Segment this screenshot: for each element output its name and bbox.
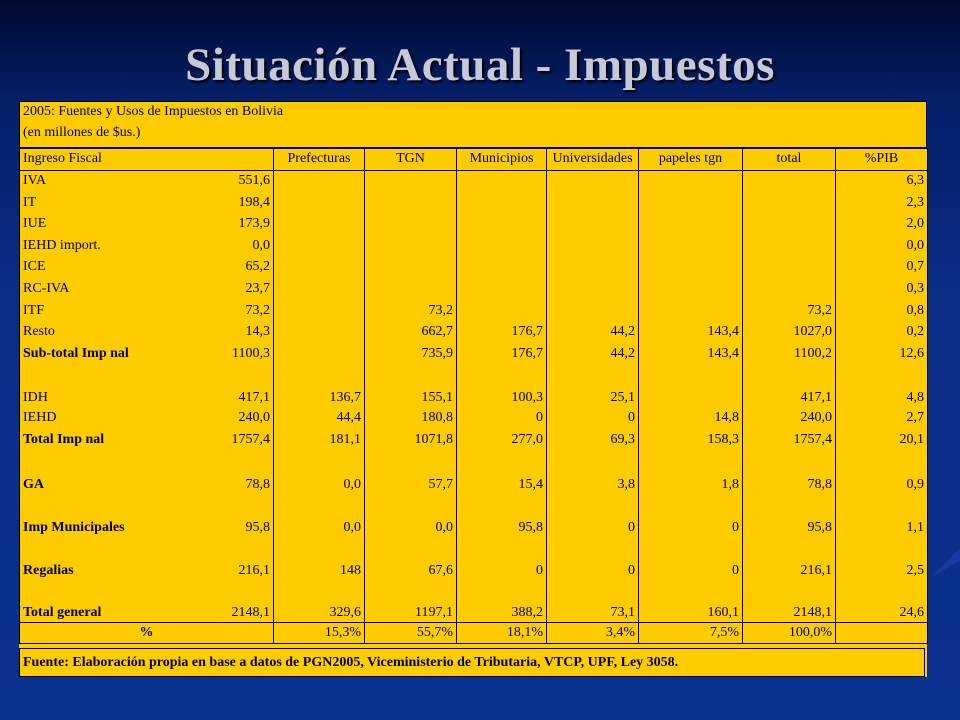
cell-universidades: 73,1: [547, 580, 639, 623]
cell-ingreso: 95,8: [245, 519, 270, 535]
cell-prefecturas: 0,0: [274, 450, 365, 493]
row-label: RC-IVA: [23, 280, 70, 296]
row-label-cell: [20, 450, 274, 493]
cell-papeles-tgn: 143,4: [639, 321, 743, 343]
cell-prefecturas: 181,1: [274, 429, 365, 451]
cell-prefecturas: [274, 300, 365, 322]
cell-papeles-tgn: [639, 364, 743, 407]
cell-ingreso: 14,3: [245, 324, 270, 340]
cell-universidades: [547, 300, 639, 322]
cell-prefecturas: [274, 192, 365, 214]
row-label-cell: [20, 257, 274, 279]
row-label-cell: [20, 494, 274, 537]
cell-total: [743, 278, 836, 300]
header-papeles-tgn: papeles tgn: [639, 149, 743, 171]
table-row: [20, 364, 928, 407]
table-row: [20, 321, 928, 343]
cell-papeles-tgn: 0: [639, 537, 743, 580]
cell-tgn: [365, 192, 457, 214]
cell-pct-pib: 0,3: [836, 278, 928, 300]
cell-universidades: [547, 214, 639, 236]
cell-municipios: 0: [457, 407, 547, 429]
cell-papeles-tgn: [639, 257, 743, 279]
cell-prefecturas: [274, 321, 365, 343]
percent-cell: 100,0%: [743, 623, 836, 644]
cell-papeles-tgn: 14,8: [639, 407, 743, 429]
cell-total: [743, 214, 836, 236]
cell-pct-pib: 0,8: [836, 300, 928, 322]
cell-tgn: [365, 278, 457, 300]
cell-papeles-tgn: [639, 214, 743, 236]
percent-cell: 15,3%: [274, 623, 365, 644]
header-tgn: TGN: [365, 149, 457, 171]
cell-municipios: [457, 257, 547, 279]
table-row: [20, 257, 928, 279]
cell-pct-pib: 0,0: [836, 235, 928, 257]
row-label: Total Imp nal: [23, 431, 105, 447]
table-heading-title: 2005: Fuentes y Usos de Impuestos en Bolivia: [23, 104, 284, 119]
cell-ingreso: 216,1: [238, 562, 270, 578]
cell-universidades: [547, 170, 639, 192]
header-ingreso-fiscal: Ingreso Fiscal: [20, 149, 274, 171]
cell-pct-pib: 24,6: [836, 580, 928, 623]
cell-municipios: [457, 235, 547, 257]
cell-universidades: 44,2: [547, 321, 639, 343]
cell-ingreso: 240,0: [238, 410, 270, 426]
cell-prefecturas: 329,6: [274, 580, 365, 623]
row-label: IUE: [23, 216, 47, 232]
cell-papeles-tgn: 1,8: [639, 450, 743, 493]
cell-ingreso: 78,8: [245, 476, 270, 492]
percent-cell: 55,7%: [365, 623, 457, 644]
cell-total: 417,1: [743, 364, 836, 407]
cell-universidades: 0: [547, 407, 639, 429]
cell-ingreso: 1100,3: [232, 345, 270, 361]
header-municipios: Municipios: [457, 149, 547, 171]
row-label-cell: [20, 300, 274, 322]
row-label-cell: [20, 170, 274, 192]
cell-pct-pib: 1,1: [836, 494, 928, 537]
cell-municipios: [457, 170, 547, 192]
cell-tgn: 735,9: [365, 343, 457, 365]
cell-ingreso: 1757,4: [231, 431, 270, 447]
cell-ingreso: 2148,1: [231, 605, 270, 621]
cell-ingreso: 551,6: [238, 173, 270, 189]
cell-pct-pib: 0,2: [836, 321, 928, 343]
cell-tgn: [365, 170, 457, 192]
cell-papeles-tgn: 0: [639, 494, 743, 537]
cell-tgn: 67,6: [365, 537, 457, 580]
cell-universidades: [547, 192, 639, 214]
row-label: Regalias: [23, 562, 74, 578]
cell-papeles-tgn: [639, 235, 743, 257]
cell-prefecturas: [274, 257, 365, 279]
row-label: Total general: [23, 605, 102, 621]
cell-municipios: [457, 278, 547, 300]
cell-total: 95,8: [743, 494, 836, 537]
percent-cell: 18,1%: [457, 623, 547, 644]
row-label: IDH: [23, 390, 48, 406]
cell-total: 1100,2: [743, 343, 836, 365]
cell-pct-pib: 20,1: [836, 429, 928, 451]
cell-tgn: [365, 214, 457, 236]
cell-total: 1027,0: [743, 321, 836, 343]
cell-total: 1757,4: [743, 429, 836, 451]
cell-prefecturas: [274, 170, 365, 192]
cell-prefecturas: [274, 343, 365, 365]
row-label-cell: [20, 278, 274, 300]
cell-total: 78,8: [743, 450, 836, 493]
cell-universidades: 25,1: [547, 364, 639, 407]
table-row: [20, 450, 928, 493]
cell-municipios: 15,4: [457, 450, 547, 493]
cell-prefecturas: 148: [274, 537, 365, 580]
table-heading: [19, 101, 927, 148]
row-label: Sub-total Imp nal: [23, 345, 129, 361]
cell-pct-pib: 2,0: [836, 214, 928, 236]
table-header-row: [20, 149, 928, 171]
cell-ingreso: 0,0: [252, 237, 270, 253]
cell-tgn: 1071,8: [365, 429, 457, 451]
row-label-cell: [20, 429, 274, 451]
cell-universidades: 44,2: [547, 343, 639, 365]
cell-ingreso: 65,2: [245, 259, 270, 275]
table-row: [20, 214, 928, 236]
row-label-cell: [20, 214, 274, 236]
cell-municipios: 176,7: [457, 343, 547, 365]
cell-pct-pib: 6,3: [836, 170, 928, 192]
header-total: total: [743, 149, 836, 171]
cell-pct-pib: 2,7: [836, 407, 928, 429]
percent-label: %: [20, 623, 274, 644]
cell-universidades: 69,3: [547, 429, 639, 451]
cell-prefecturas: 44,4: [274, 407, 365, 429]
cell-pct-pib: 2,5: [836, 537, 928, 580]
cell-prefecturas: [274, 278, 365, 300]
cell-municipios: [457, 300, 547, 322]
cell-tgn: 73,2: [365, 300, 457, 322]
cell-municipios: [457, 214, 547, 236]
cell-total: [743, 235, 836, 257]
percent-cell: 3,4%: [547, 623, 639, 644]
table-row: [20, 494, 928, 537]
cell-ingreso: 73,2: [245, 302, 270, 318]
cell-tgn: 180,8: [365, 407, 457, 429]
cell-municipios: 100,3: [457, 364, 547, 407]
cell-municipios: 176,7: [457, 321, 547, 343]
header-prefecturas: Prefecturas: [274, 149, 365, 171]
percent-cell-empty: [836, 623, 928, 644]
cell-municipios: 95,8: [457, 494, 547, 537]
header-universidades: Universidades: [547, 149, 639, 171]
row-label-cell: [20, 537, 274, 580]
cell-tgn: 57,7: [365, 450, 457, 493]
row-label-cell: [20, 364, 274, 407]
row-label: Resto: [23, 324, 55, 340]
row-label: IVA: [23, 173, 47, 189]
cell-tgn: [365, 235, 457, 257]
cell-ingreso: 23,7: [245, 280, 270, 296]
cell-papeles-tgn: 158,3: [639, 429, 743, 451]
row-label-cell: [20, 321, 274, 343]
slide-title: Situación Actual - Impuestos: [185, 39, 775, 91]
cell-total: 240,0: [743, 407, 836, 429]
cell-ingreso: 198,4: [238, 194, 270, 210]
source-note: Fuente: Elaboración propia en base a datos de PGN2005, Viceministerio de Tributaria, VTCP, UPF, Ley 3058.: [19, 648, 925, 677]
cell-prefecturas: [274, 214, 365, 236]
row-label: GA: [23, 476, 44, 492]
cell-tgn: 155,1: [365, 364, 457, 407]
table-row: [20, 429, 928, 451]
row-label-cell: [20, 192, 274, 214]
cell-tgn: 0,0: [365, 494, 457, 537]
header-pct-pib: %PIB: [836, 149, 928, 171]
cell-papeles-tgn: [639, 170, 743, 192]
table-row: [20, 170, 928, 192]
cell-papeles-tgn: 160,1: [639, 580, 743, 623]
table-row: [20, 537, 928, 580]
cell-pct-pib: 2,3: [836, 192, 928, 214]
row-label: IEHD import.: [23, 237, 101, 253]
cell-papeles-tgn: [639, 278, 743, 300]
cell-prefecturas: 0,0: [274, 494, 365, 537]
cell-prefecturas: [274, 235, 365, 257]
cell-papeles-tgn: 143,4: [639, 343, 743, 365]
table-row: [20, 580, 928, 623]
cell-municipios: 0: [457, 537, 547, 580]
cell-ingreso: 417,1: [238, 390, 270, 406]
cell-total: [743, 170, 836, 192]
cell-universidades: 3,8: [547, 450, 639, 493]
cell-municipios: 277,0: [457, 429, 547, 451]
cell-pct-pib: 0,7: [836, 257, 928, 279]
cell-total: 216,1: [743, 537, 836, 580]
row-label: IEHD: [23, 410, 57, 426]
cell-tgn: [365, 257, 457, 279]
cell-total: [743, 192, 836, 214]
cell-papeles-tgn: [639, 192, 743, 214]
cell-pct-pib: 12,6: [836, 343, 928, 365]
cell-universidades: [547, 257, 639, 279]
row-label-cell: [20, 407, 274, 429]
table-row: [20, 407, 928, 429]
cell-universidades: 0: [547, 494, 639, 537]
cell-universidades: [547, 278, 639, 300]
row-label: ITF: [23, 302, 44, 318]
row-label: IT: [23, 194, 37, 210]
table-row: [20, 278, 928, 300]
row-label: ICE: [23, 259, 46, 275]
percent-cell: 7,5%: [639, 623, 743, 644]
cell-universidades: [547, 235, 639, 257]
cell-papeles-tgn: [639, 300, 743, 322]
cell-universidades: 0: [547, 537, 639, 580]
cell-municipios: [457, 192, 547, 214]
cell-tgn: 662,7: [365, 321, 457, 343]
cell-pct-pib: 0,9: [836, 450, 928, 493]
table-row: [20, 343, 928, 365]
cell-prefecturas: 136,7: [274, 364, 365, 407]
tax-table: [19, 148, 928, 644]
row-label: Imp Municipales: [23, 519, 125, 535]
cell-total: 2148,1: [743, 580, 836, 623]
cell-tgn: 1197,1: [365, 580, 457, 623]
row-label-cell: [20, 235, 274, 257]
table-heading-units: (en millones de $us.): [23, 125, 141, 140]
table-row: [20, 300, 928, 322]
cell-pct-pib: 4,8: [836, 364, 928, 407]
percent-row: [20, 623, 928, 644]
row-label-cell: [20, 343, 274, 365]
row-label-cell: [20, 580, 274, 623]
cell-municipios: 388,2: [457, 580, 547, 623]
cell-total: [743, 257, 836, 279]
table-row: [20, 235, 928, 257]
cell-ingreso: 173,9: [238, 216, 270, 232]
table-row: [20, 192, 928, 214]
cell-total: 73,2: [743, 300, 836, 322]
